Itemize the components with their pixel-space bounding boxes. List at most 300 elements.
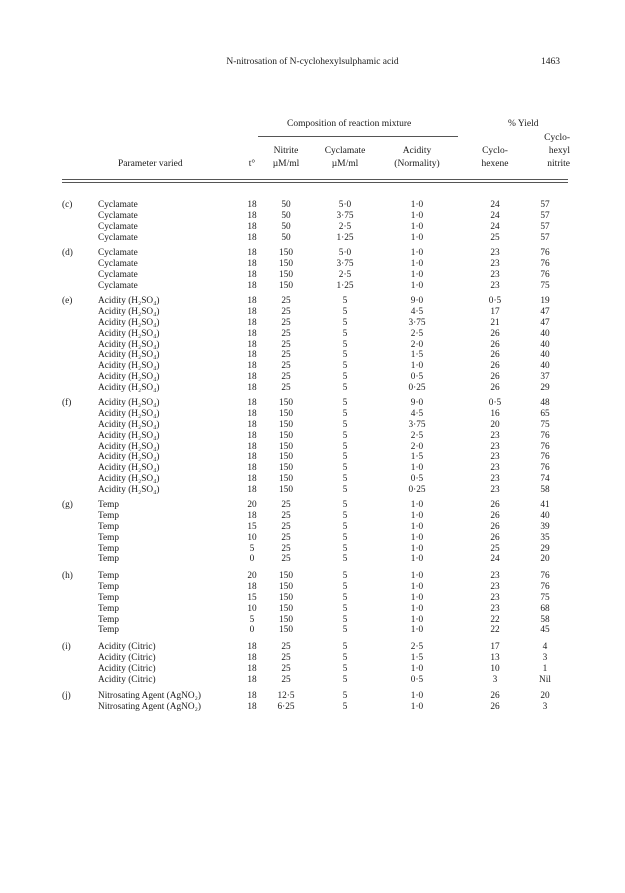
nitrite-cell: 25 (281, 652, 291, 663)
cyclamate-cell: 5 (342, 614, 348, 625)
table-row (0, 259, 625, 270)
cyclohexyl-nitrite-yield-cell: 58 (540, 614, 550, 625)
composition-heading: Composition of reaction mixture (287, 119, 412, 129)
acidity-cell: 4·5 (410, 306, 424, 317)
cyclohexene-yield-cell: 25 (490, 232, 500, 243)
temperature-cell: 18 (247, 430, 257, 441)
cyclohexene-yield-cell: 26 (490, 361, 500, 372)
table-row (0, 409, 625, 420)
table-row (0, 642, 625, 653)
acidity-cell: 1·0 (410, 663, 424, 674)
cyclamate-cell: 5 (342, 554, 348, 565)
cyclohexyl-nitrite-yield-cell: 76 (540, 452, 550, 463)
cyclamate-cell: 5 (342, 652, 348, 663)
group-f (0, 398, 625, 496)
nitrite-cell: 150 (279, 625, 293, 636)
group-d (0, 248, 625, 292)
parameter-cell: Acidity (Citric) (98, 642, 156, 652)
acidity-cell: 0·5 (410, 372, 424, 383)
header-rule-top (62, 179, 568, 180)
table-row (0, 383, 625, 394)
cyclohexyl-nitrite-yield-cell: 19 (540, 296, 550, 306)
cyclamate-cell: 1·25 (336, 280, 354, 291)
cyclohexene-heading-1: Cyclo- (482, 146, 508, 156)
nitrite-cell: 150 (279, 258, 293, 269)
acidity-cell: 2·0 (410, 339, 424, 350)
running-title: N-nitrosation of N-cyclohexylsulphamic acid (226, 57, 399, 67)
temperature-cell: 18 (247, 581, 257, 592)
cyclamate-cell: 5·0 (338, 200, 352, 210)
nitrite-cell: 50 (281, 232, 291, 243)
cyclamate-cell: 5 (342, 296, 348, 306)
temperature-cell: 10 (247, 532, 257, 543)
cyclohexene-yield-cell: 25 (490, 543, 500, 554)
nitrite-cell: 50 (281, 221, 291, 232)
page-number: 1463 (541, 57, 560, 67)
parameter-cell: Acidity (H₂SO₄) (98, 452, 160, 463)
acidity-cell: 9·0 (410, 398, 424, 408)
table-row (0, 675, 625, 686)
cyclohexyl-nitrite-yield-cell: 76 (540, 581, 550, 592)
cyclohexene-yield-cell: 26 (490, 339, 500, 350)
cyclohexene-yield-cell: 26 (490, 500, 500, 510)
cyclohexyl-nitrite-yield-cell: 58 (540, 485, 550, 496)
cyclohexene-yield-cell: 24 (490, 554, 500, 565)
cyclamate-cell: 5 (342, 350, 348, 361)
cyclohexyl-nitrite-yield-cell: 45 (540, 625, 550, 636)
cyclamate-cell: 5 (342, 674, 348, 685)
group-e (0, 296, 625, 394)
parameter-cell: Temp (98, 554, 120, 565)
cyclohexyl-nitrite-yield-cell: 40 (540, 339, 550, 350)
acidity-cell: 1·5 (410, 452, 424, 463)
parameter-cell: Acidity (H₂SO₄) (98, 485, 160, 496)
cyclamate-cell: 5 (342, 603, 348, 614)
temperature-cell: 18 (247, 642, 257, 652)
cyclamate-cell: 5 (342, 474, 348, 485)
parameter-cell: Acidity (H₂SO₄) (98, 296, 160, 306)
cyclohexyl-nitrite-heading-1: Cyclo- (544, 133, 570, 143)
cyclohexene-yield-cell: 20 (490, 419, 500, 430)
group-label: (i) (62, 642, 71, 652)
parameter-cell: Acidity (H₂SO₄) (98, 430, 160, 441)
temperature-cell: 18 (247, 232, 257, 243)
table-row (0, 500, 625, 511)
cyclamate-cell: 2·5 (338, 221, 352, 232)
table-row (0, 571, 625, 582)
acidity-cell: 4·5 (410, 408, 424, 419)
acidity-cell: 1·0 (410, 510, 424, 521)
parameter-cell: Cyclamate (98, 248, 138, 258)
parameter-cell: Acidity (Citric) (98, 674, 156, 685)
temperature-cell: 18 (247, 408, 257, 419)
parameter-cell: Acidity (H₂SO₄) (98, 419, 160, 430)
table-row (0, 442, 625, 453)
cyclohexene-yield-cell: 24 (490, 221, 500, 232)
table-row (0, 318, 625, 329)
table-row (0, 281, 625, 292)
cyclohexene-yield-cell: 23 (490, 430, 500, 441)
nitrite-cell: 25 (281, 642, 291, 652)
parameter-cell: Temp (98, 614, 120, 625)
nitrite-cell: 25 (281, 361, 291, 372)
nitrite-cell: 150 (279, 581, 293, 592)
cyclohexene-yield-cell: 0·5 (488, 296, 502, 306)
group-c (0, 200, 625, 244)
table-row (0, 200, 625, 211)
cyclohexyl-nitrite-yield-cell: 35 (540, 532, 550, 543)
cyclohexyl-nitrite-heading-2: hexyl (548, 146, 570, 156)
parameter-cell: Temp (98, 592, 120, 603)
cyclamate-cell: 5 (342, 663, 348, 674)
cyclamate-cell: 5 (342, 592, 348, 603)
table-row (0, 420, 625, 431)
parameter-cell: Acidity (Citric) (98, 663, 156, 674)
table-row (0, 248, 625, 259)
cyclohexyl-nitrite-yield-cell: 57 (540, 221, 550, 232)
nitrite-heading-1: Nitrite (273, 146, 299, 156)
composition-rule (258, 136, 458, 137)
table-row (0, 233, 625, 244)
acidity-cell: 1·0 (410, 200, 424, 210)
temperature-cell: 18 (247, 296, 257, 306)
table-row (0, 463, 625, 474)
acidity-cell: 9·0 (410, 296, 424, 306)
temperature-cell: 18 (247, 328, 257, 339)
cyclohexyl-nitrite-yield-cell: 57 (540, 200, 550, 210)
table-row (0, 398, 625, 409)
cyclohexene-yield-cell: 26 (490, 691, 500, 701)
cyclamate-cell: 1·25 (336, 232, 354, 243)
temperature-cell: 10 (247, 603, 257, 614)
acidity-cell: 0·25 (408, 485, 426, 496)
cyclohexyl-nitrite-yield-cell: 29 (540, 383, 550, 394)
cyclohexyl-nitrite-yield-cell: 3 (542, 652, 548, 663)
cyclamate-cell: 5 (342, 510, 348, 521)
parameter-cell: Acidity (H₂SO₄) (98, 361, 160, 372)
acidity-cell: 1·0 (410, 269, 424, 280)
table-row (0, 522, 625, 533)
nitrite-cell: 25 (281, 510, 291, 521)
temperature-cell: 18 (247, 248, 257, 258)
cyclamate-cell: 5 (342, 452, 348, 463)
cyclamate-heading-2: µM/ml (331, 159, 359, 169)
nitrite-cell: 25 (281, 663, 291, 674)
table-row (0, 604, 625, 615)
acidity-cell: 1·0 (410, 701, 424, 712)
parameter-cell: Acidity (H₂SO₄) (98, 372, 160, 383)
cyclamate-cell: 5 (342, 571, 348, 581)
cyclamate-cell: 5 (342, 691, 348, 701)
temperature-cell: 18 (247, 510, 257, 521)
acidity-cell: 1·0 (410, 210, 424, 221)
parameter-cell: Temp (98, 543, 120, 554)
temperature-cell: 18 (247, 691, 257, 701)
table-row (0, 340, 625, 351)
cyclamate-cell: 5 (342, 408, 348, 419)
nitrite-cell: 150 (279, 248, 293, 258)
group-label: (f) (62, 398, 72, 408)
cyclamate-cell: 5 (342, 625, 348, 636)
table-row (0, 582, 625, 593)
nitrite-cell: 150 (279, 408, 293, 419)
nitrite-cell: 25 (281, 500, 291, 510)
cyclohexene-yield-cell: 24 (490, 210, 500, 221)
parameter-cell: Acidity (H₂SO₄) (98, 317, 160, 328)
temperature-cell: 18 (247, 258, 257, 269)
cyclohexene-yield-cell: 16 (490, 408, 500, 419)
table-row (0, 329, 625, 340)
cyclohexene-yield-cell: 26 (490, 510, 500, 521)
acidity-cell: 3·75 (408, 419, 426, 430)
cyclohexyl-nitrite-yield-cell: Nil (539, 674, 551, 685)
cyclamate-cell: 5 (342, 441, 348, 452)
cyclohexyl-nitrite-yield-cell: 76 (540, 441, 550, 452)
nitrite-cell: 25 (281, 306, 291, 317)
cyclamate-cell: 5 (342, 398, 348, 408)
parameter-heading: Parameter varied (118, 159, 183, 169)
temperature-cell: 18 (247, 463, 257, 474)
parameter-cell: Cyclamate (98, 200, 138, 210)
cyclohexene-yield-cell: 13 (490, 652, 500, 663)
acidity-cell: 1·0 (410, 232, 424, 243)
acidity-cell: 1·0 (410, 532, 424, 543)
acidity-cell: 1·0 (410, 691, 424, 701)
parameter-cell: Acidity (H₂SO₄) (98, 441, 160, 452)
table-row (0, 554, 625, 565)
cyclohexyl-nitrite-yield-cell: 4 (542, 642, 548, 652)
cyclamate-heading-1: Cyclamate (324, 146, 366, 156)
cyclohexene-yield-cell: 23 (490, 258, 500, 269)
acidity-cell: 1·0 (410, 614, 424, 625)
temperature-cell: 18 (247, 361, 257, 372)
cyclohexyl-nitrite-yield-cell: 40 (540, 328, 550, 339)
nitrite-cell: 12·5 (277, 691, 295, 701)
temperature-cell: 18 (247, 419, 257, 430)
parameter-cell: Cyclamate (98, 258, 138, 269)
acidity-cell: 1·0 (410, 500, 424, 510)
nitrite-cell: 25 (281, 317, 291, 328)
cyclohexene-yield-cell: 17 (490, 642, 500, 652)
acidity-cell: 1·0 (410, 554, 424, 565)
table-row (0, 431, 625, 442)
acidity-cell: 1·0 (410, 463, 424, 474)
temperature-cell: 18 (247, 485, 257, 496)
cyclohexyl-nitrite-yield-cell: 76 (540, 463, 550, 474)
table-row (0, 350, 625, 361)
parameter-cell: Acidity (H₂SO₄) (98, 328, 160, 339)
temperature-cell: 18 (247, 372, 257, 383)
table-row (0, 211, 625, 222)
nitrite-cell: 150 (279, 463, 293, 474)
parameter-cell: Acidity (H₂SO₄) (98, 306, 160, 317)
acidity-heading-2: (Normality) (394, 159, 440, 169)
cyclohexene-yield-cell: 23 (490, 474, 500, 485)
acidity-cell: 1·0 (410, 361, 424, 372)
cyclohexyl-nitrite-yield-cell: 40 (540, 510, 550, 521)
nitrite-cell: 25 (281, 383, 291, 394)
cyclohexene-yield-cell: 3 (492, 674, 498, 685)
parameter-cell: Cyclamate (98, 221, 138, 232)
acidity-cell: 1·0 (410, 280, 424, 291)
temperature-cell: 18 (247, 280, 257, 291)
acidity-cell: 2·5 (410, 430, 424, 441)
cyclohexene-yield-cell: 24 (490, 200, 500, 210)
nitrite-cell: 150 (279, 485, 293, 496)
parameter-cell: Temp (98, 581, 120, 592)
table-row (0, 372, 625, 383)
cyclohexyl-nitrite-yield-cell: 76 (540, 430, 550, 441)
cyclohexyl-nitrite-heading-3: nitrite (547, 159, 570, 169)
parameter-cell: Cyclamate (98, 232, 138, 243)
cyclamate-cell: 5 (342, 500, 348, 510)
table-row (0, 485, 625, 496)
cyclamate-cell: 3·75 (336, 258, 354, 269)
nitrite-cell: 150 (279, 398, 293, 408)
temperature-cell: 18 (247, 269, 257, 280)
cyclohexene-yield-cell: 23 (490, 463, 500, 474)
acidity-cell: 0·25 (408, 383, 426, 394)
cyclamate-cell: 5 (342, 485, 348, 496)
table-row (0, 361, 625, 372)
cyclohexyl-nitrite-yield-cell: 57 (540, 232, 550, 243)
cyclohexyl-nitrite-yield-cell: 48 (540, 398, 550, 408)
acidity-cell: 1·5 (410, 652, 424, 663)
group-label: (g) (62, 500, 73, 510)
yield-heading: % Yield (508, 119, 539, 129)
parameter-cell: Temp (98, 510, 120, 521)
acidity-cell: 2·5 (410, 642, 424, 652)
temperature-cell: 18 (247, 441, 257, 452)
parameter-cell: Acidity (H₂SO₄) (98, 350, 160, 361)
parameter-cell: Acidity (H₂SO₄) (98, 398, 160, 408)
cyclohexene-yield-cell: 0·5 (488, 398, 502, 408)
acidity-cell: 1·5 (410, 350, 424, 361)
temperature-heading: t° (248, 159, 256, 169)
cyclohexene-yield-cell: 21 (490, 317, 500, 328)
table-row (0, 222, 625, 233)
temperature-cell: 18 (247, 210, 257, 221)
cyclamate-cell: 5 (342, 463, 348, 474)
acidity-heading-1: Acidity (402, 146, 432, 156)
temperature-cell: 20 (247, 500, 257, 510)
cyclamate-cell: 5 (342, 372, 348, 383)
cyclohexene-yield-cell: 23 (490, 571, 500, 581)
temperature-cell: 5 (249, 543, 255, 554)
temperature-cell: 18 (247, 652, 257, 663)
cyclohexyl-nitrite-yield-cell: 40 (540, 361, 550, 372)
nitrite-cell: 50 (281, 200, 291, 210)
temperature-cell: 18 (247, 663, 257, 674)
cyclohexyl-nitrite-yield-cell: 47 (540, 306, 550, 317)
cyclohexyl-nitrite-yield-cell: 75 (540, 419, 550, 430)
table-row (0, 653, 625, 664)
group-label: (j) (62, 691, 71, 701)
cyclamate-cell: 5 (342, 419, 348, 430)
table-row (0, 593, 625, 604)
cyclohexyl-nitrite-yield-cell: 37 (540, 372, 550, 383)
cyclamate-cell: 5 (342, 328, 348, 339)
table-row (0, 625, 625, 636)
cyclohexene-yield-cell: 26 (490, 350, 500, 361)
temperature-cell: 20 (247, 571, 257, 581)
parameter-cell: Acidity (H₂SO₄) (98, 474, 160, 485)
cyclohexene-yield-cell: 23 (490, 592, 500, 603)
cyclamate-cell: 5 (342, 317, 348, 328)
acidity-cell: 1·0 (410, 581, 424, 592)
cyclohexene-yield-cell: 17 (490, 306, 500, 317)
cyclohexene-yield-cell: 26 (490, 372, 500, 383)
cyclohexyl-nitrite-yield-cell: 47 (540, 317, 550, 328)
table-row (0, 296, 625, 307)
table-row (0, 533, 625, 544)
temperature-cell: 0 (249, 625, 255, 636)
acidity-cell: 1·0 (410, 248, 424, 258)
cyclohexene-yield-cell: 23 (490, 581, 500, 592)
cyclamate-cell: 5 (342, 701, 348, 712)
parameter-cell: Cyclamate (98, 280, 138, 291)
cyclohexene-yield-cell: 26 (490, 532, 500, 543)
cyclamate-cell: 5 (342, 581, 348, 592)
nitrite-cell: 25 (281, 296, 291, 306)
acidity-cell: 2·5 (410, 328, 424, 339)
parameter-cell: Cyclamate (98, 269, 138, 280)
parameter-cell: Nitrosating Agent (AgNO₂) (98, 691, 201, 701)
acidity-cell: 1·0 (410, 258, 424, 269)
cyclohexene-yield-cell: 26 (490, 521, 500, 532)
cyclohexyl-nitrite-yield-cell: 68 (540, 603, 550, 614)
temperature-cell: 18 (247, 317, 257, 328)
cyclohexyl-nitrite-yield-cell: 76 (540, 248, 550, 258)
group-i (0, 642, 625, 686)
cyclohexene-yield-cell: 23 (490, 248, 500, 258)
nitrite-cell: 150 (279, 474, 293, 485)
acidity-cell: 0·5 (410, 674, 424, 685)
table-row (0, 702, 625, 713)
cyclohexene-yield-cell: 26 (490, 328, 500, 339)
cyclamate-cell: 5 (342, 543, 348, 554)
temperature-cell: 18 (247, 452, 257, 463)
cyclohexyl-nitrite-yield-cell: 20 (540, 691, 550, 701)
cyclamate-cell: 5 (342, 306, 348, 317)
nitrite-cell: 150 (279, 419, 293, 430)
nitrite-cell: 150 (279, 592, 293, 603)
cyclohexyl-nitrite-yield-cell: 1 (542, 663, 548, 674)
table-row (0, 691, 625, 702)
cyclohexene-heading-2: hexene (481, 159, 509, 169)
nitrite-cell: 6·25 (277, 701, 295, 712)
cyclamate-cell: 5 (342, 383, 348, 394)
parameter-cell: Acidity (H₂SO₄) (98, 383, 160, 394)
parameter-cell: Acidity (Citric) (98, 652, 156, 663)
cyclohexyl-nitrite-yield-cell: 76 (540, 269, 550, 280)
cyclohexene-yield-cell: 26 (490, 701, 500, 712)
parameter-cell: Temp (98, 603, 120, 614)
acidity-cell: 1·0 (410, 625, 424, 636)
temperature-cell: 15 (247, 521, 257, 532)
cyclamate-cell: 3·75 (336, 210, 354, 221)
cyclohexene-yield-cell: 23 (490, 280, 500, 291)
table-row (0, 452, 625, 463)
cyclohexyl-nitrite-yield-cell: 75 (540, 592, 550, 603)
temperature-cell: 18 (247, 701, 257, 712)
cyclamate-cell: 5 (342, 339, 348, 350)
acidity-cell: 1·0 (410, 521, 424, 532)
acidity-cell: 1·0 (410, 543, 424, 554)
nitrite-cell: 150 (279, 603, 293, 614)
group-h (0, 571, 625, 636)
nitrite-cell: 25 (281, 372, 291, 383)
